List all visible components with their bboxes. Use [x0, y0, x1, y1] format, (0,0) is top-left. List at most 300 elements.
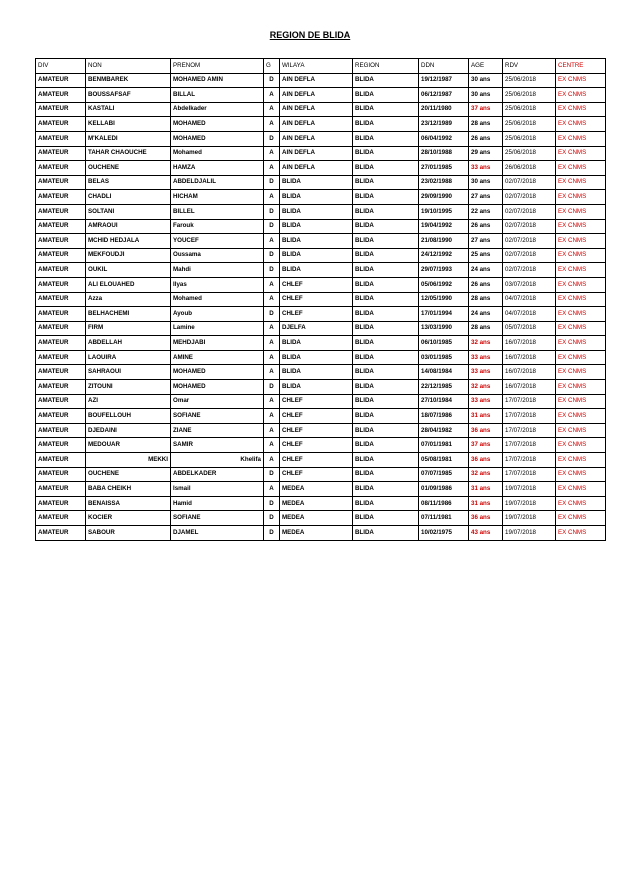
table-row [36, 380, 606, 395]
cell-prenom: Mohamed [171, 146, 264, 161]
cell-div: AMATEUR [36, 146, 86, 161]
cell-centre: EX CNMS [556, 117, 606, 132]
cell-nom: OUCHENE [86, 161, 171, 176]
cell-wilaya: MEDEA [280, 496, 353, 511]
cell-centre: EX CNMS [556, 175, 606, 190]
cell-div: AMATEUR [36, 453, 86, 468]
cell-ddn: 24/12/1992 [419, 248, 469, 263]
cell-nom: ABDELLAH [86, 336, 171, 351]
cell-ddn: 27/10/1984 [419, 394, 469, 409]
cell-region: BLIDA [353, 204, 419, 219]
cell-region: BLIDA [353, 350, 419, 365]
column-header-age: AGE [469, 59, 503, 74]
cell-rdv: 17/07/2018 [503, 467, 556, 482]
cell-div: AMATEUR [36, 496, 86, 511]
cell-wilaya: CHLEF [280, 394, 353, 409]
table-row [36, 496, 606, 511]
cell-rdv: 19/07/2018 [503, 496, 556, 511]
cell-prenom: Abdelkader [171, 102, 264, 117]
cell-g: A [264, 365, 280, 380]
cell-nom: M'KALEDI [86, 131, 171, 146]
table-row [36, 146, 606, 161]
cell-rdv: 25/06/2018 [503, 131, 556, 146]
cell-nom: MEKFOUDJI [86, 248, 171, 263]
cell-rdv: 17/07/2018 [503, 438, 556, 453]
cell-rdv: 02/07/2018 [503, 219, 556, 234]
cell-age: 28 ans [469, 117, 503, 132]
cell-wilaya: BLIDA [280, 219, 353, 234]
table-row [36, 438, 606, 453]
cell-g: A [264, 453, 280, 468]
cell-wilaya: AIN DEFLA [280, 88, 353, 103]
cell-prenom: HICHAM [171, 190, 264, 205]
cell-age: 36 ans [469, 453, 503, 468]
cell-age: 30 ans [469, 88, 503, 103]
cell-region: BLIDA [353, 190, 419, 205]
table-row [36, 467, 606, 482]
cell-centre: EX CNMS [556, 161, 606, 176]
cell-prenom: MOHAMED [171, 380, 264, 395]
table-row [36, 88, 606, 103]
cell-nom: KASTALI [86, 102, 171, 117]
table-row [36, 248, 606, 263]
cell-div: AMATEUR [36, 482, 86, 497]
cell-g: D [264, 131, 280, 146]
cell-ddn: 17/01/1994 [419, 307, 469, 322]
cell-ddn: 29/07/1993 [419, 263, 469, 278]
table-header-row [36, 59, 606, 74]
table-row [36, 307, 606, 322]
cell-prenom: Ilyas [171, 277, 264, 292]
cell-region: BLIDA [353, 146, 419, 161]
cell-div: AMATEUR [36, 467, 86, 482]
cell-prenom: DJAMEL [171, 526, 264, 541]
cell-prenom: Mahdi [171, 263, 264, 278]
cell-nom: OUCHENE [86, 467, 171, 482]
cell-age: 28 ans [469, 292, 503, 307]
cell-prenom: Omar [171, 394, 264, 409]
column-header-rdv: RDV [503, 59, 556, 74]
cell-prenom: HAMZA [171, 161, 264, 176]
cell-wilaya: BLIDA [280, 248, 353, 263]
cell-wilaya: CHLEF [280, 467, 353, 482]
cell-rdv: 17/07/2018 [503, 394, 556, 409]
cell-prenom: Ismail [171, 482, 264, 497]
cell-rdv: 02/07/2018 [503, 190, 556, 205]
table-row [36, 117, 606, 132]
cell-div: AMATEUR [36, 117, 86, 132]
cell-age: 27 ans [469, 190, 503, 205]
cell-centre: EX CNMS [556, 496, 606, 511]
cell-div: AMATEUR [36, 292, 86, 307]
cell-rdv: 17/07/2018 [503, 409, 556, 424]
cell-age: 29 ans [469, 146, 503, 161]
cell-nom: SAHRAOUI [86, 365, 171, 380]
cell-prenom: ABDELDJALIL [171, 175, 264, 190]
cell-age: 31 ans [469, 482, 503, 497]
cell-wilaya: MEDEA [280, 511, 353, 526]
cell-wilaya: MEDEA [280, 526, 353, 541]
table-row [36, 321, 606, 336]
cell-age: 33 ans [469, 161, 503, 176]
table-row [36, 394, 606, 409]
table-row [36, 161, 606, 176]
cell-nom: SABOUR [86, 526, 171, 541]
cell-prenom: BILLAL [171, 88, 264, 103]
cell-rdv: 02/07/2018 [503, 263, 556, 278]
cell-ddn: 07/07/1985 [419, 467, 469, 482]
cell-wilaya: DJELFA [280, 321, 353, 336]
cell-prenom: MOHAMED AMIN [171, 73, 264, 88]
cell-nom: FIRM [86, 321, 171, 336]
cell-ddn: 01/09/1986 [419, 482, 469, 497]
cell-age: 33 ans [469, 365, 503, 380]
cell-g: A [264, 350, 280, 365]
cell-ddn: 03/01/1985 [419, 350, 469, 365]
cell-region: BLIDA [353, 131, 419, 146]
cell-prenom: MEHDJABI [171, 336, 264, 351]
cell-wilaya: CHLEF [280, 453, 353, 468]
cell-region: BLIDA [353, 219, 419, 234]
cell-g: A [264, 277, 280, 292]
cell-ddn: 10/02/1975 [419, 526, 469, 541]
cell-age: 33 ans [469, 394, 503, 409]
column-header-g: G [264, 59, 280, 74]
cell-g: A [264, 292, 280, 307]
cell-age: 31 ans [469, 496, 503, 511]
cell-wilaya: BLIDA [280, 204, 353, 219]
cell-region: BLIDA [353, 307, 419, 322]
cell-rdv: 03/07/2018 [503, 277, 556, 292]
cell-region: BLIDA [353, 511, 419, 526]
cell-region: BLIDA [353, 263, 419, 278]
cell-prenom: Ayoub [171, 307, 264, 322]
cell-region: BLIDA [353, 292, 419, 307]
cell-div: AMATEUR [36, 263, 86, 278]
cell-rdv: 02/07/2018 [503, 175, 556, 190]
cell-rdv: 05/07/2018 [503, 321, 556, 336]
cell-nom: AMRAOUI [86, 219, 171, 234]
cell-rdv: 02/07/2018 [503, 234, 556, 249]
cell-ddn: 05/06/1992 [419, 277, 469, 292]
table-row [36, 365, 606, 380]
cell-wilaya: BLIDA [280, 175, 353, 190]
cell-age: 32 ans [469, 467, 503, 482]
cell-div: AMATEUR [36, 350, 86, 365]
cell-centre: EX CNMS [556, 292, 606, 307]
cell-region: BLIDA [353, 102, 419, 117]
cell-ddn: 14/08/1984 [419, 365, 469, 380]
cell-prenom: SAMIR [171, 438, 264, 453]
cell-wilaya: BLIDA [280, 234, 353, 249]
column-header-nom: NON [86, 59, 171, 74]
cell-g: D [264, 307, 280, 322]
cell-ddn: 06/12/1987 [419, 88, 469, 103]
cell-wilaya: CHLEF [280, 438, 353, 453]
cell-ddn: 23/12/1989 [419, 117, 469, 132]
cell-centre: EX CNMS [556, 248, 606, 263]
cell-wilaya: CHLEF [280, 292, 353, 307]
table-row [36, 263, 606, 278]
cell-ddn: 21/08/1990 [419, 234, 469, 249]
cell-rdv: 17/07/2018 [503, 453, 556, 468]
cell-g: D [264, 526, 280, 541]
cell-ddn: 19/12/1987 [419, 73, 469, 88]
column-header-ddn: DDN [419, 59, 469, 74]
cell-g: D [264, 467, 280, 482]
cell-age: 36 ans [469, 423, 503, 438]
cell-div: AMATEUR [36, 175, 86, 190]
cell-age: 22 ans [469, 204, 503, 219]
cell-ddn: 06/04/1992 [419, 131, 469, 146]
cell-centre: EX CNMS [556, 277, 606, 292]
cell-g: A [264, 234, 280, 249]
table-row [36, 277, 606, 292]
cell-nom: ALI ELOUAHED [86, 277, 171, 292]
cell-rdv: 17/07/2018 [503, 423, 556, 438]
cell-wilaya: BLIDA [280, 365, 353, 380]
cell-centre: EX CNMS [556, 321, 606, 336]
column-header-wilaya: WILAYA [280, 59, 353, 74]
cell-div: AMATEUR [36, 88, 86, 103]
cell-rdv: 19/07/2018 [503, 526, 556, 541]
cell-centre: EX CNMS [556, 438, 606, 453]
cell-div: AMATEUR [36, 321, 86, 336]
cell-centre: EX CNMS [556, 88, 606, 103]
cell-g: A [264, 321, 280, 336]
cell-nom: OUKIL [86, 263, 171, 278]
cell-prenom: Hamid [171, 496, 264, 511]
cell-rdv: 25/06/2018 [503, 73, 556, 88]
cell-ddn: 18/07/1986 [419, 409, 469, 424]
cell-region: BLIDA [353, 321, 419, 336]
cell-g: D [264, 380, 280, 395]
cell-div: AMATEUR [36, 380, 86, 395]
cell-g: A [264, 161, 280, 176]
cell-g: D [264, 496, 280, 511]
cell-region: BLIDA [353, 482, 419, 497]
cell-wilaya: AIN DEFLA [280, 73, 353, 88]
cell-centre: EX CNMS [556, 526, 606, 541]
cell-wilaya: BLIDA [280, 380, 353, 395]
cell-rdv: 19/07/2018 [503, 511, 556, 526]
cell-age: 32 ans [469, 336, 503, 351]
cell-ddn: 07/01/1981 [419, 438, 469, 453]
cell-ddn: 13/03/1990 [419, 321, 469, 336]
cell-div: AMATEUR [36, 190, 86, 205]
cell-region: BLIDA [353, 88, 419, 103]
cell-ddn: 23/02/1988 [419, 175, 469, 190]
cell-div: AMATEUR [36, 423, 86, 438]
cell-age: 32 ans [469, 380, 503, 395]
cell-region: BLIDA [353, 248, 419, 263]
cell-wilaya: BLIDA [280, 263, 353, 278]
cell-rdv: 16/07/2018 [503, 365, 556, 380]
table-row [36, 102, 606, 117]
cell-prenom: ABDELKADER [171, 467, 264, 482]
cell-div: AMATEUR [36, 161, 86, 176]
cell-age: 26 ans [469, 131, 503, 146]
cell-wilaya: AIN DEFLA [280, 146, 353, 161]
cell-g: A [264, 409, 280, 424]
cell-region: BLIDA [353, 73, 419, 88]
cell-nom: SOLTANI [86, 204, 171, 219]
table-row [36, 453, 606, 468]
cell-prenom: Lamine [171, 321, 264, 336]
cell-div: AMATEUR [36, 365, 86, 380]
cell-ddn: 29/09/1990 [419, 190, 469, 205]
cell-div: AMATEUR [36, 73, 86, 88]
table-row [36, 204, 606, 219]
cell-age: 31 ans [469, 409, 503, 424]
cell-g: D [264, 204, 280, 219]
cell-ddn: 22/12/1985 [419, 380, 469, 395]
cell-g: A [264, 117, 280, 132]
cell-rdv: 25/06/2018 [503, 146, 556, 161]
cell-age: 25 ans [469, 248, 503, 263]
cell-nom: CHADLI [86, 190, 171, 205]
table-row [36, 234, 606, 249]
cell-age: 24 ans [469, 263, 503, 278]
cell-region: BLIDA [353, 161, 419, 176]
cell-centre: EX CNMS [556, 453, 606, 468]
cell-rdv: 25/06/2018 [503, 88, 556, 103]
cell-nom: BELHACHEMI [86, 307, 171, 322]
cell-nom: MEDOUAR [86, 438, 171, 453]
cell-div: AMATEUR [36, 219, 86, 234]
cell-nom: Azza [86, 292, 171, 307]
cell-prenom: YOUCEF [171, 234, 264, 249]
cell-centre: EX CNMS [556, 336, 606, 351]
cell-centre: EX CNMS [556, 102, 606, 117]
cell-region: BLIDA [353, 467, 419, 482]
cell-wilaya: BLIDA [280, 336, 353, 351]
cell-ddn: 20/11/1980 [419, 102, 469, 117]
cell-age: 43 ans [469, 526, 503, 541]
cell-region: BLIDA [353, 423, 419, 438]
cell-div: AMATEUR [36, 526, 86, 541]
cell-wilaya: MEDEA [280, 482, 353, 497]
cell-rdv: 26/06/2018 [503, 161, 556, 176]
column-header-centre: CENTRE [556, 59, 606, 74]
cell-age: 37 ans [469, 102, 503, 117]
table-row [36, 190, 606, 205]
cell-wilaya: AIN DEFLA [280, 117, 353, 132]
cell-ddn: 07/11/1981 [419, 511, 469, 526]
cell-wilaya: AIN DEFLA [280, 161, 353, 176]
cell-ddn: 28/04/1982 [419, 423, 469, 438]
cell-region: BLIDA [353, 175, 419, 190]
cell-wilaya: CHLEF [280, 277, 353, 292]
cell-g: A [264, 438, 280, 453]
cell-centre: EX CNMS [556, 467, 606, 482]
cell-div: AMATEUR [36, 277, 86, 292]
table-row [36, 482, 606, 497]
cell-ddn: 12/05/1990 [419, 292, 469, 307]
cell-nom: BENMBAREK [86, 73, 171, 88]
cell-rdv: 25/06/2018 [503, 117, 556, 132]
cell-centre: EX CNMS [556, 511, 606, 526]
cell-g: D [264, 73, 280, 88]
cell-age: 26 ans [469, 277, 503, 292]
cell-centre: EX CNMS [556, 423, 606, 438]
table-row [36, 336, 606, 351]
cell-prenom: MOHAMED [171, 365, 264, 380]
cell-rdv: 16/07/2018 [503, 380, 556, 395]
cell-div: AMATEUR [36, 336, 86, 351]
cell-age: 27 ans [469, 234, 503, 249]
cell-nom: BOUSSAFSAF [86, 88, 171, 103]
table-row [36, 409, 606, 424]
table-body [36, 73, 606, 540]
cell-centre: EX CNMS [556, 365, 606, 380]
cell-centre: EX CNMS [556, 190, 606, 205]
cell-prenom: MOHAMED [171, 117, 264, 132]
cell-ddn: 06/10/1985 [419, 336, 469, 351]
table-row [36, 423, 606, 438]
cell-div: AMATEUR [36, 511, 86, 526]
table-row [36, 131, 606, 146]
cell-nom: MEKKI [86, 453, 171, 468]
cell-age: 33 ans [469, 350, 503, 365]
cell-prenom: BILLEL [171, 204, 264, 219]
cell-div: AMATEUR [36, 204, 86, 219]
cell-div: AMATEUR [36, 131, 86, 146]
cell-ddn: 19/10/1995 [419, 204, 469, 219]
cell-rdv: 19/07/2018 [503, 482, 556, 497]
cell-prenom: Mohamed [171, 292, 264, 307]
cell-ddn: 08/11/1986 [419, 496, 469, 511]
cell-centre: EX CNMS [556, 307, 606, 322]
cell-g: D [264, 175, 280, 190]
cell-rdv: 02/07/2018 [503, 248, 556, 263]
page-title: REGION DE BLIDA [269, 30, 351, 40]
cell-ddn: 19/04/1992 [419, 219, 469, 234]
cell-g: A [264, 88, 280, 103]
cell-wilaya: CHLEF [280, 423, 353, 438]
cell-rdv: 02/07/2018 [503, 204, 556, 219]
cell-g: D [264, 219, 280, 234]
cell-age: 24 ans [469, 307, 503, 322]
cell-centre: EX CNMS [556, 219, 606, 234]
cell-prenom: MOHAMED [171, 131, 264, 146]
cell-centre: EX CNMS [556, 73, 606, 88]
cell-nom: TAHAR CHAOUCHE [86, 146, 171, 161]
cell-div: AMATEUR [36, 102, 86, 117]
cell-div: AMATEUR [36, 234, 86, 249]
cell-nom: MCHID HEDJALA [86, 234, 171, 249]
roster-table [35, 58, 606, 541]
cell-region: BLIDA [353, 380, 419, 395]
cell-centre: EX CNMS [556, 482, 606, 497]
cell-g: A [264, 336, 280, 351]
cell-div: AMATEUR [36, 307, 86, 322]
cell-nom: BOUFELLOUH [86, 409, 171, 424]
cell-nom: LAOUIRA [86, 350, 171, 365]
cell-ddn: 05/08/1981 [419, 453, 469, 468]
cell-age: 26 ans [469, 219, 503, 234]
cell-centre: EX CNMS [556, 234, 606, 249]
cell-wilaya: AIN DEFLA [280, 131, 353, 146]
cell-nom: BELAS [86, 175, 171, 190]
cell-g: D [264, 263, 280, 278]
table-row [36, 219, 606, 234]
cell-wilaya: CHLEF [280, 307, 353, 322]
cell-region: BLIDA [353, 394, 419, 409]
table-row [36, 175, 606, 190]
cell-nom: KOCIER [86, 511, 171, 526]
cell-nom: DJEDAINI [86, 423, 171, 438]
